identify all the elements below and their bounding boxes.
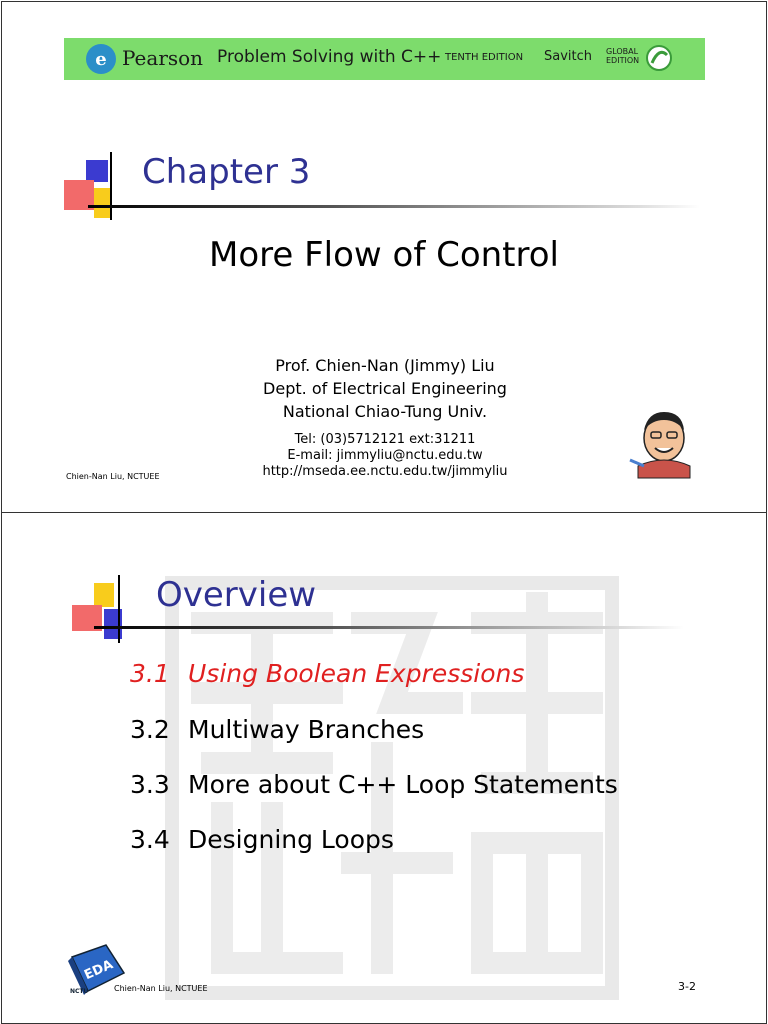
- slide-2: [1, 512, 767, 1024]
- title-decoration: [64, 152, 144, 222]
- contact-tel: Tel: (03)5712121 ext:31211: [294, 432, 476, 447]
- author-info: [185, 354, 585, 423]
- eda-logo-text: EDA: [82, 957, 116, 984]
- eda-logo-subtext: NCTU: [70, 988, 89, 995]
- global-line-1: GLOBAL: [606, 47, 639, 56]
- toc-label: Designing Loops: [188, 825, 394, 854]
- author-university: National Chiao-Tung Univ.: [282, 402, 488, 421]
- edition-label: TENTH EDITION: [445, 52, 524, 63]
- toc-label: Multiway Branches: [188, 715, 425, 744]
- footer-author: Chien-Nan Liu, NCTUEE: [114, 984, 208, 993]
- deco-yellow-square: [94, 583, 114, 607]
- contact-info: [185, 432, 585, 480]
- title-underline: [88, 205, 700, 208]
- deco-blue-square: [86, 160, 108, 182]
- toc-number: 3.4: [130, 825, 170, 854]
- toc-item-3-3[interactable]: [130, 770, 618, 799]
- global-edition-label: [606, 47, 639, 65]
- author-caricature-icon: [624, 404, 702, 482]
- book-title: Problem Solving with C++: [217, 47, 442, 67]
- toc-number: 3.3: [130, 770, 170, 799]
- toc-item-3-1[interactable]: [130, 659, 524, 688]
- toc-label: Using Boolean Expressions: [188, 659, 525, 688]
- toc-item-3-2[interactable]: [130, 715, 424, 744]
- slide-1: [1, 1, 767, 513]
- author-name: Savitch: [544, 49, 593, 64]
- author-department: Dept. of Electrical Engineering: [263, 379, 507, 398]
- contact-url[interactable]: http://mseda.ee.nctu.edu.tw/jimmyliu: [262, 464, 508, 479]
- book-banner: [64, 38, 705, 80]
- toc-item-3-4[interactable]: [130, 825, 394, 854]
- toc-number: 3.1: [130, 659, 170, 688]
- title-decoration: [72, 575, 162, 645]
- chapter-subtitle: More Flow of Control: [209, 235, 559, 275]
- publisher-name: Pearson: [122, 46, 204, 70]
- contact-email[interactable]: E-mail: jimmyliu@nctu.edu.tw: [287, 448, 483, 463]
- footer-author: Chien-Nan Liu, NCTUEE: [66, 472, 160, 481]
- global-edition-icon: [646, 43, 672, 73]
- toc-label: More about C++ Loop Statements: [188, 770, 618, 799]
- deco-vertical-line: [110, 152, 112, 220]
- title-underline: [94, 626, 684, 629]
- global-line-2: EDITION: [606, 56, 640, 65]
- pearson-logo-icon: e: [86, 44, 116, 74]
- deco-vertical-line: [118, 575, 120, 643]
- author-name-line: Prof. Chien-Nan (Jimmy) Liu: [275, 356, 495, 375]
- toc-number: 3.2: [130, 715, 170, 744]
- overview-title: Overview: [156, 575, 317, 615]
- page-number: 3-2: [678, 980, 696, 993]
- chapter-title: Chapter 3: [142, 152, 311, 192]
